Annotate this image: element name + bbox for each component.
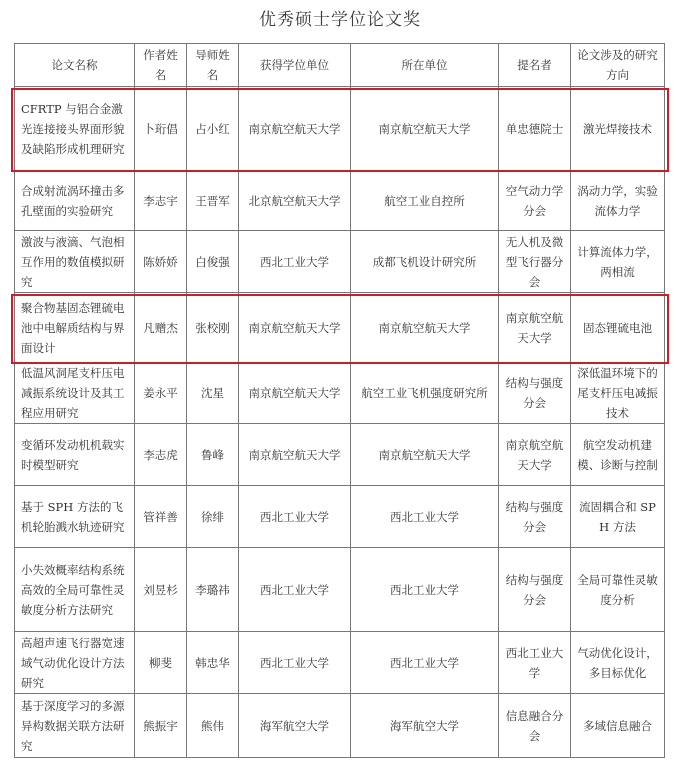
table-row bbox=[15, 363, 665, 424]
cell-degree-unit: 海军航空大学 bbox=[239, 694, 351, 758]
cell-advisor: 沈星 bbox=[187, 363, 239, 424]
cell-title: CFRTP 与铝合金激光连接接头界面形貌及缺陷形成机理研究 bbox=[15, 87, 135, 171]
cell-advisor: 李璐祎 bbox=[187, 548, 239, 632]
table-row bbox=[15, 694, 665, 758]
cell-title: 低温风洞尾支杆压电减振系统设计及其工程应用研究 bbox=[15, 363, 135, 424]
cell-author: 陈娇娇 bbox=[135, 231, 187, 293]
cell-degree-unit: 西北工业大学 bbox=[239, 632, 351, 694]
cell-degree-unit: 北京航空航天大学 bbox=[239, 171, 351, 231]
cell-affiliation: 航空工业飞机强度研究所 bbox=[351, 363, 499, 424]
page-title: 优秀硕士学位论文奖 bbox=[259, 10, 421, 30]
cell-degree-unit: 西北工业大学 bbox=[239, 231, 351, 293]
cell-nominator: 信息融合分会 bbox=[499, 694, 571, 758]
cell-author: 李志宇 bbox=[135, 171, 187, 231]
cell-nominator: 空气动力学分会 bbox=[499, 171, 571, 231]
cell-advisor: 徐绯 bbox=[187, 486, 239, 548]
table-row bbox=[15, 424, 665, 486]
cell-title: 小失效概率结构系统高效的全局可靠性灵敏度分析方法研究 bbox=[15, 548, 135, 632]
table-row bbox=[15, 87, 665, 171]
column-header-research: 论文涉及的研究方向 bbox=[571, 44, 665, 87]
table-row bbox=[15, 632, 665, 694]
table-row bbox=[15, 171, 665, 231]
cell-advisor: 王晋军 bbox=[187, 171, 239, 231]
cell-advisor: 鲁峰 bbox=[187, 424, 239, 486]
cell-research: 深低温环境下的尾支杆压电减振技术 bbox=[571, 363, 665, 424]
cell-advisor: 占小红 bbox=[187, 87, 239, 171]
table-row bbox=[15, 231, 665, 293]
cell-research: 全局可靠性灵敏度分析 bbox=[571, 548, 665, 632]
cell-affiliation: 西北工业大学 bbox=[351, 486, 499, 548]
cell-affiliation: 南京航空航天大学 bbox=[351, 424, 499, 486]
column-header-affiliation: 所在单位 bbox=[351, 44, 499, 87]
cell-author: 姜永平 bbox=[135, 363, 187, 424]
cell-research: 流固耦合和 SPH 方法 bbox=[571, 486, 665, 548]
cell-title: 聚合物基固态锂硫电池中电解质结构与界面设计 bbox=[15, 293, 135, 363]
header-row bbox=[15, 44, 665, 87]
cell-author: 刘昱杉 bbox=[135, 548, 187, 632]
cell-degree-unit: 南京航空航天大学 bbox=[239, 363, 351, 424]
cell-degree-unit: 南京航空航天大学 bbox=[239, 87, 351, 171]
cell-affiliation: 航空工业自控所 bbox=[351, 171, 499, 231]
cell-research: 航空发动机建模、诊断与控制 bbox=[571, 424, 665, 486]
cell-nominator: 结构与强度分会 bbox=[499, 486, 571, 548]
cell-degree-unit: 南京航空航天大学 bbox=[239, 293, 351, 363]
cell-author: 卜珩倡 bbox=[135, 87, 187, 171]
cell-advisor: 白俊强 bbox=[187, 231, 239, 293]
cell-author: 柳斐 bbox=[135, 632, 187, 694]
cell-degree-unit: 南京航空航天大学 bbox=[239, 424, 351, 486]
cell-title: 高超声速飞行器宽速域气动优化设计方法研究 bbox=[15, 632, 135, 694]
column-header-author: 作者姓名 bbox=[135, 44, 187, 87]
cell-nominator: 结构与强度分会 bbox=[499, 363, 571, 424]
awards-table bbox=[14, 43, 665, 758]
cell-author: 李志虎 bbox=[135, 424, 187, 486]
cell-title: 变循环发动机机载实时模型研究 bbox=[15, 424, 135, 486]
cell-author: 管祥善 bbox=[135, 486, 187, 548]
cell-affiliation: 成都飞机设计研究所 bbox=[351, 231, 499, 293]
cell-nominator: 南京航空航天大学 bbox=[499, 293, 571, 363]
cell-nominator: 南京航空航天大学 bbox=[499, 424, 571, 486]
table-row bbox=[15, 293, 665, 363]
cell-affiliation: 南京航空航天大学 bbox=[351, 87, 499, 171]
column-header-degree-unit: 获得学位单位 bbox=[239, 44, 351, 87]
cell-nominator: 单忠德院士 bbox=[499, 87, 571, 171]
cell-title: 基于深度学习的多源异构数据关联方法研究 bbox=[15, 694, 135, 758]
cell-research: 气动优化设计，多目标优化 bbox=[571, 632, 665, 694]
cell-advisor: 张校刚 bbox=[187, 293, 239, 363]
cell-title: 合成射流涡环撞击多孔壁面的实验研究 bbox=[15, 171, 135, 231]
cell-affiliation: 海军航空大学 bbox=[351, 694, 499, 758]
cell-author: 凡赠杰 bbox=[135, 293, 187, 363]
column-header-nominator: 提名者 bbox=[499, 44, 571, 87]
cell-title: 基于 SPH 方法的飞机轮胎溅水轨迹研究 bbox=[15, 486, 135, 548]
cell-nominator: 结构与强度分会 bbox=[499, 548, 571, 632]
cell-degree-unit: 西北工业大学 bbox=[239, 486, 351, 548]
cell-degree-unit: 西北工业大学 bbox=[239, 548, 351, 632]
cell-nominator: 无人机及微型飞行器分会 bbox=[499, 231, 571, 293]
cell-research: 固态锂硫电池 bbox=[571, 293, 665, 363]
table-row bbox=[15, 548, 665, 632]
cell-research: 多域信息融合 bbox=[571, 694, 665, 758]
cell-affiliation: 西北工业大学 bbox=[351, 632, 499, 694]
cell-title: 激波与液滴、气泡相互作用的数值模拟研究 bbox=[15, 231, 135, 293]
cell-advisor: 韩忠华 bbox=[187, 632, 239, 694]
cell-affiliation: 西北工业大学 bbox=[351, 548, 499, 632]
column-header-advisor: 导师姓名 bbox=[187, 44, 239, 87]
cell-research: 计算流体力学，两相流 bbox=[571, 231, 665, 293]
cell-research: 涡动力学，实验流体力学 bbox=[571, 171, 665, 231]
table-row bbox=[15, 486, 665, 548]
cell-affiliation: 南京航空航天大学 bbox=[351, 293, 499, 363]
cell-research: 激光焊接技术 bbox=[571, 87, 665, 171]
cell-nominator: 西北工业大学 bbox=[499, 632, 571, 694]
cell-advisor: 熊伟 bbox=[187, 694, 239, 758]
column-header-title: 论文名称 bbox=[15, 44, 135, 87]
cell-author: 熊振宇 bbox=[135, 694, 187, 758]
